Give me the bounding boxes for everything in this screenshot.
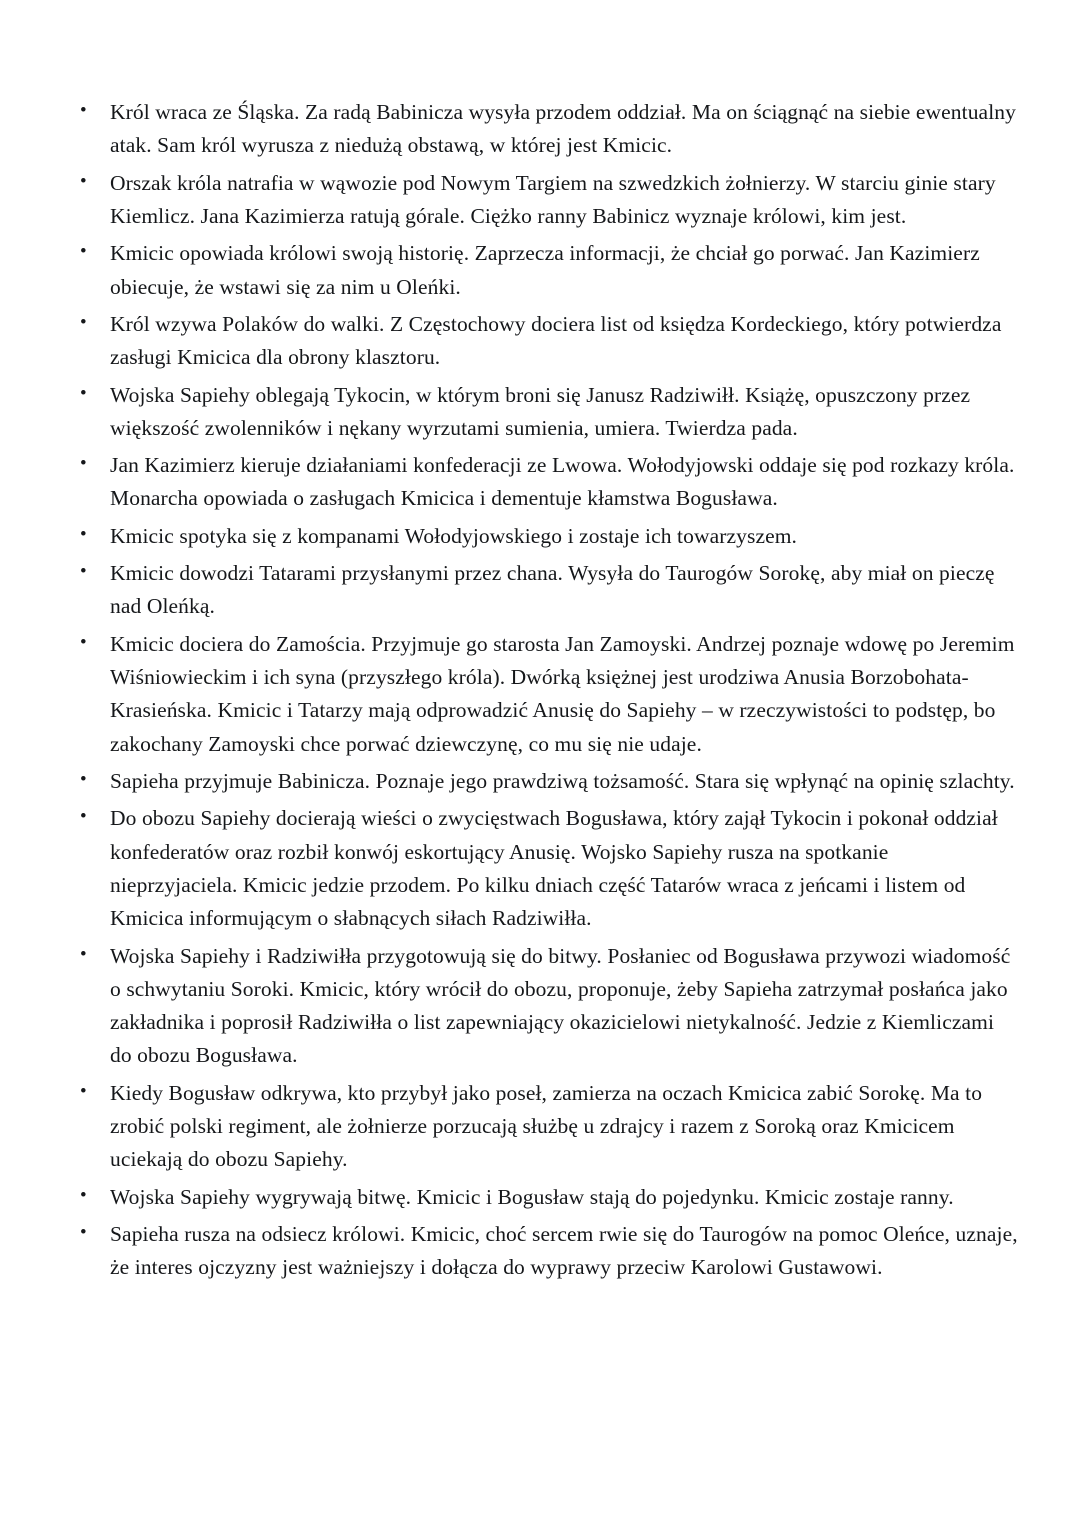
list-item [62,802,1018,935]
list-item-text: Kmicic dociera do Zamościa. Przyjmuje go starosta Jan Zamoyski. Andrzej poznaje wdowę po Jeremim Wiśniowieckim i ich syna (przyszłego króla). Dwórką księżnej jest urodziwa Anusia Borzobohata-Krasieńska. Kmicic i Tatarzy mają odprowadzić Anusię do Sapiehy – w rzeczywistości to podstęp, bo zakochany Zamoyski chce porwać dziewczynę, co mu się nie udaje. [110,631,1015,756]
bullet-icon: • [80,453,87,475]
list-item [62,167,1018,234]
list-item [62,1077,1018,1177]
bullet-icon: • [80,768,87,790]
list-item-text: Kiedy Bogusław odkrywa, kto przybył jako poseł, zamierza na oczach Kmicica zabić Sorokę. Ma to zrobić polski regiment, ale żołnierze porzucają służbę u zdrajcy i razem z Soroką oraz Kmicicem uciekają do obozu Sapiehy. [110,1080,983,1172]
bullet-icon: • [80,170,87,192]
list-item [62,449,1018,516]
bullet-icon: • [80,631,87,653]
list-item-text: Kmicic dowodzi Tatarami przysłanymi przez chana. Wysyła do Taurogów Sorokę, aby miał on pieczę nad Oleńką. [110,561,995,619]
list-item [62,379,1018,446]
summary-list [62,96,1018,1285]
bullet-icon: • [80,241,87,263]
list-item-text: Król wzywa Polaków do walki. Z Częstochowy dociera list od księdza Kordeckiego, który potwierdza zasługi Kmicica dla obrony klasztoru. [110,311,1002,370]
list-item-text: Wojska Sapiehy wygrywają bitwę. Kmicic i Bogusław stają do pojedynku. Kmicic zostaje ranny. [110,1184,954,1209]
bullet-icon: • [80,100,87,121]
list-item-text: Do obozu Sapiehy docierają wieści o zwycięstwach Bogusława, który zajął Tykocin i pokonał oddział konfederatów oraz rozbił konwój eskortujący Anusię. Wojsko Sapiehy rusza na spotkanie nieprzyjaciela. Kmicic jedzie przodem. Po kilku dniach część Tatarów wraca z jeńcami i listem od Kmicica informującym o słabnących siłach Radziwiłła. [110,806,998,931]
list-item-text: Wojska Sapiehy i Radziwiłła przygotowują się do bitwy. Posłaniec od Bogusława przywozi wiadomość o schwytaniu Soroki. Kmicic, który wrócił do obozu, proponuje, żeby Sapieha zatrzymał posłańca jako zakładnika i poprosił Radziwiłła o list zapewniający okazicielowi nietykalność. Jedzie z Kiemliczami do obozu Bogusława. [110,943,1011,1068]
list-item-text: Sapieha przyjmuje Babinicza. Poznaje jego prawdziwą tożsamość. Stara się wpłynąć na opinię szlachty. [110,768,1015,793]
list-item [62,628,1018,761]
bullet-icon: • [80,1222,87,1243]
list-item [62,557,1018,624]
list-item [62,308,1018,375]
list-item [62,765,1018,798]
list-item-text: Orszak króla natrafia w wąwozie pod Nowym Targiem na szwedzkich żołnierzy. W starciu ginie stary Kiemlicz. Jana Kazimierza ratują górale. Ciężko ranny Babinicz wyznaje królowi, kim jest. [110,170,996,228]
bullet-icon: • [80,943,87,965]
list-item-text: Jan Kazimierz kieruje działaniami konfederacji ze Lwowa. Wołodyjowski oddaje się pod rozkazy króla. Monarcha opowiada o zasługach Kmicica i dementuje kłamstwa Bogusława. [110,453,1015,511]
list-item [62,940,1018,1073]
list-item-text: Sapieha rusza na odsiecz królowi. Kmicic, choć sercem rwie się do Taurogów na pomoc Oleńce, uznaje, że interes ojczyzny jest ważniejszy i dołącza do wyprawy przeciw Karolowi Gustawowi. [110,1222,1018,1280]
bullet-icon: • [80,523,87,545]
bullet-icon: • [80,311,87,333]
bullet-icon: • [80,806,87,828]
list-item-text: Król wraca ze Śląska. Za radą Babinicza wysyła przodem oddział. Ma on ściągnąć na siebie ewentualny atak. Sam król wyrusza z niedużą obstawą, w której jest Kmicic. [110,100,1016,158]
list-item [62,520,1018,553]
list-item [62,1218,1018,1285]
list-item [62,1181,1018,1214]
list-item [62,96,1018,163]
bullet-icon: • [80,1080,87,1102]
bullet-icon: • [80,382,87,404]
list-item-text: Kmicic opowiada królowi swoją historię. Zaprzecza informacji, że chciał go porwać. Jan Kazimierz obiecuje, że wstawi się za nim u Oleńki. [110,241,980,299]
list-item-text: Kmicic spotyka się z kompanami Wołodyjowskiego i zostaje ich towarzyszem. [110,523,798,548]
bullet-icon: • [80,1184,87,1206]
bullet-icon: • [80,561,87,583]
list-item [62,237,1018,304]
list-item-text: Wojska Sapiehy oblegają Tykocin, w którym broni się Janusz Radziwiłł. Książę, opuszczony przez większość zwolenników i nękany wyrzutami sumienia, umiera. Twierdza pada. [110,382,971,440]
